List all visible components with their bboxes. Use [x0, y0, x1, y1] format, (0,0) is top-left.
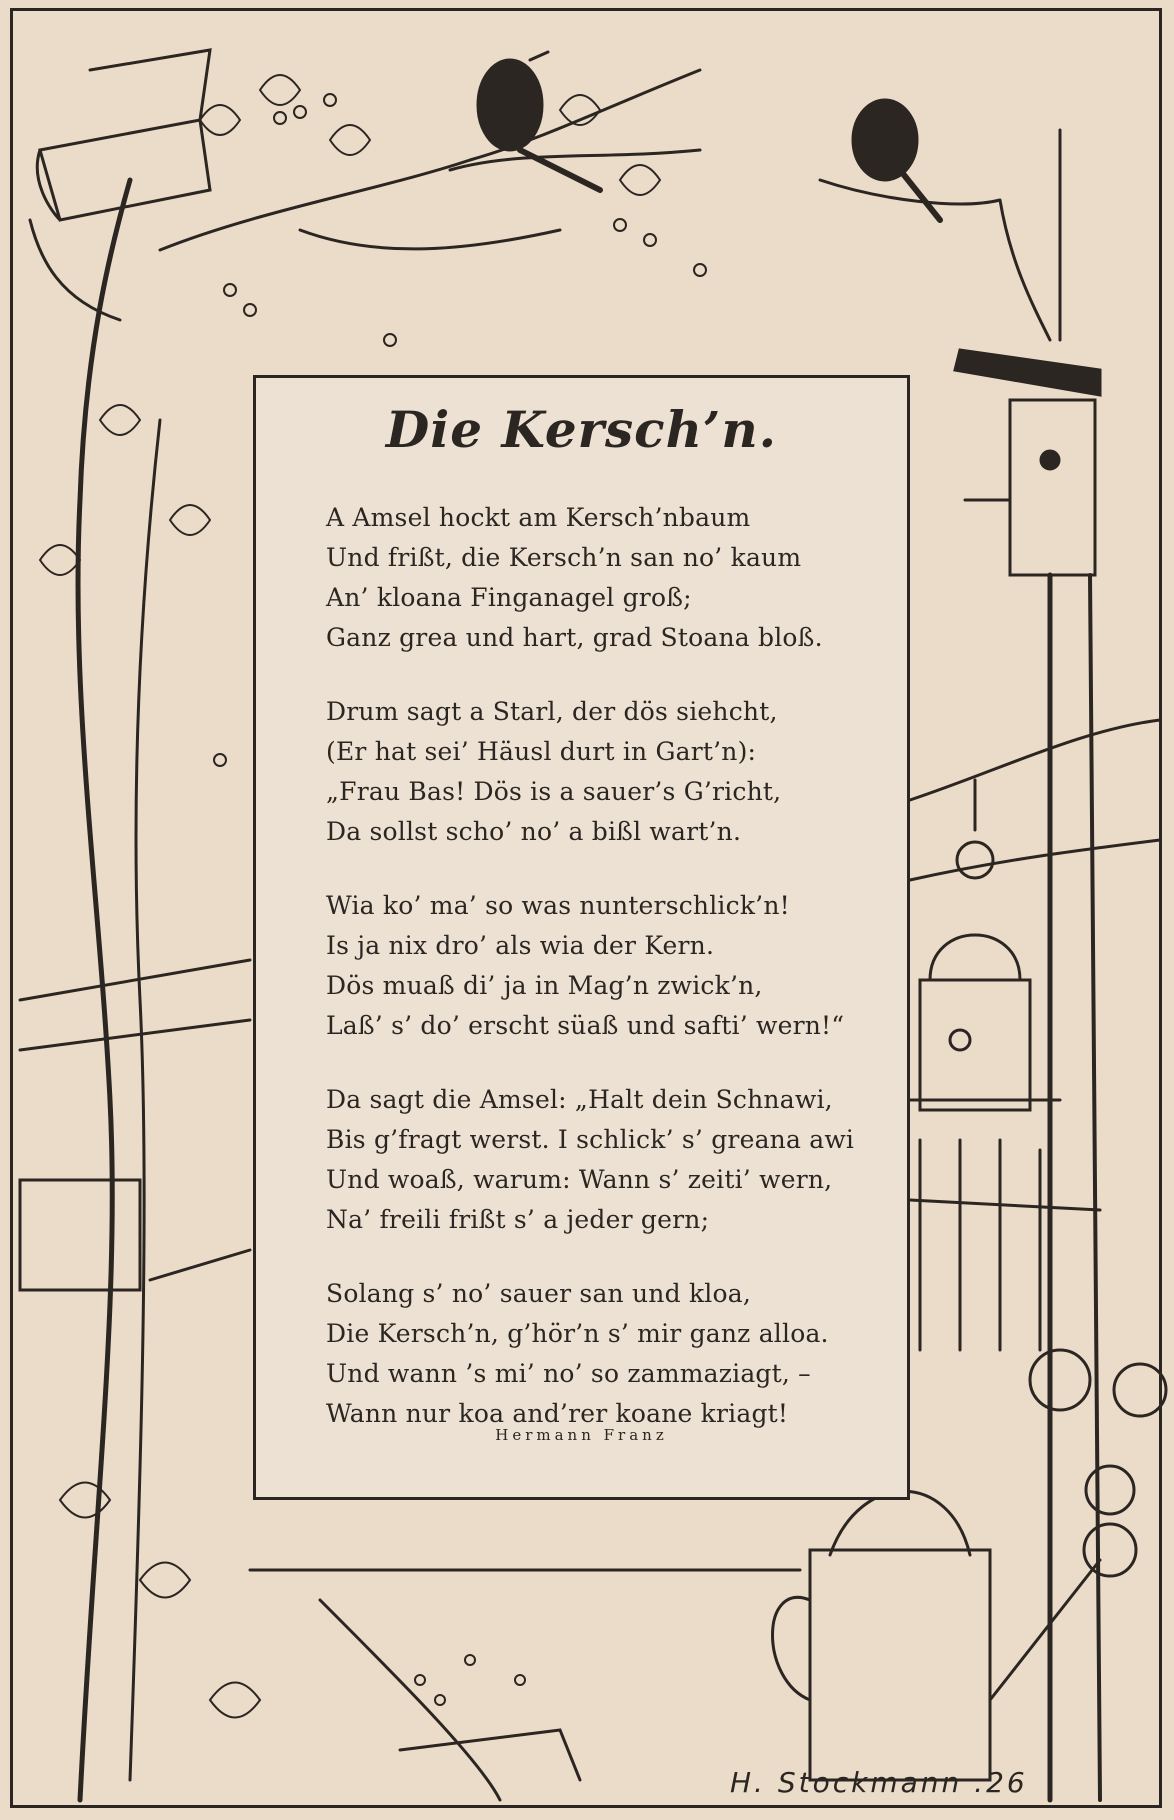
verse-line: Wia ko’ ma’ so was nunterschlick’n! — [326, 891, 790, 920]
poem-body — [326, 498, 896, 1468]
verse-line: Na’ freili frißt s’ a jeder gern; — [326, 1205, 710, 1234]
verse-line: Und wann ’s mi’ no’ so zammaziagt, – — [326, 1359, 811, 1388]
verse-line: A Amsel hockt am Kersch’nbaum — [326, 503, 751, 532]
verse-line: Da sollst scho’ no’ a bißl wart’n. — [326, 817, 742, 846]
stanza-4 — [326, 1080, 896, 1240]
verse-line: Solang s’ no’ sauer san und kloa, — [326, 1279, 752, 1308]
verse-line: Drum sagt a Starl, der dös siehcht, — [326, 697, 778, 726]
poem-frame — [253, 375, 910, 1500]
stanza-3 — [326, 886, 896, 1046]
verse-line: Und woaß, warum: Wann s’ zeiti’ wern, — [326, 1165, 833, 1194]
stanza-1 — [326, 498, 896, 658]
verse-line: (Er hat sei’ Häusl durt in Gart’n): — [326, 737, 757, 766]
poem-author: Hermann Franz — [495, 1426, 668, 1444]
verse-line: Bis g’fragt werst. I schlick’ s’ greana awi — [326, 1125, 855, 1154]
verse-line: „Frau Bas! Dös is a sauer’s G’richt, — [326, 777, 782, 806]
stanza-2 — [326, 692, 896, 852]
artist-signature: H. Stockmann .26 — [730, 1766, 1028, 1799]
verse-line: Is ja nix dro’ als wia der Kern. — [326, 931, 715, 960]
verse-line: Laß’ s’ do’ erscht süaß und safti’ wern!“ — [326, 1011, 845, 1040]
verse-line: Dös muaß di’ ja in Mag’n zwick’n, — [326, 971, 763, 1000]
verse-line: Die Kersch’n, g’hör’n s’ mir ganz alloa. — [326, 1319, 829, 1348]
poem-title: Die Kersch’n. — [385, 400, 778, 459]
verse-line: An’ kloana Finganagel groß; — [326, 583, 692, 612]
verse-line: Wann nur koa and’rer koane kriagt! — [326, 1399, 789, 1428]
verse-line: Da sagt die Amsel: „Halt dein Schnawi, — [326, 1085, 833, 1114]
stanza-5 — [326, 1274, 896, 1434]
verse-line: Ganz grea und hart, grad Stoana bloß. — [326, 623, 823, 652]
verse-line: Und frißt, die Kersch’n san no’ kaum — [326, 543, 802, 572]
